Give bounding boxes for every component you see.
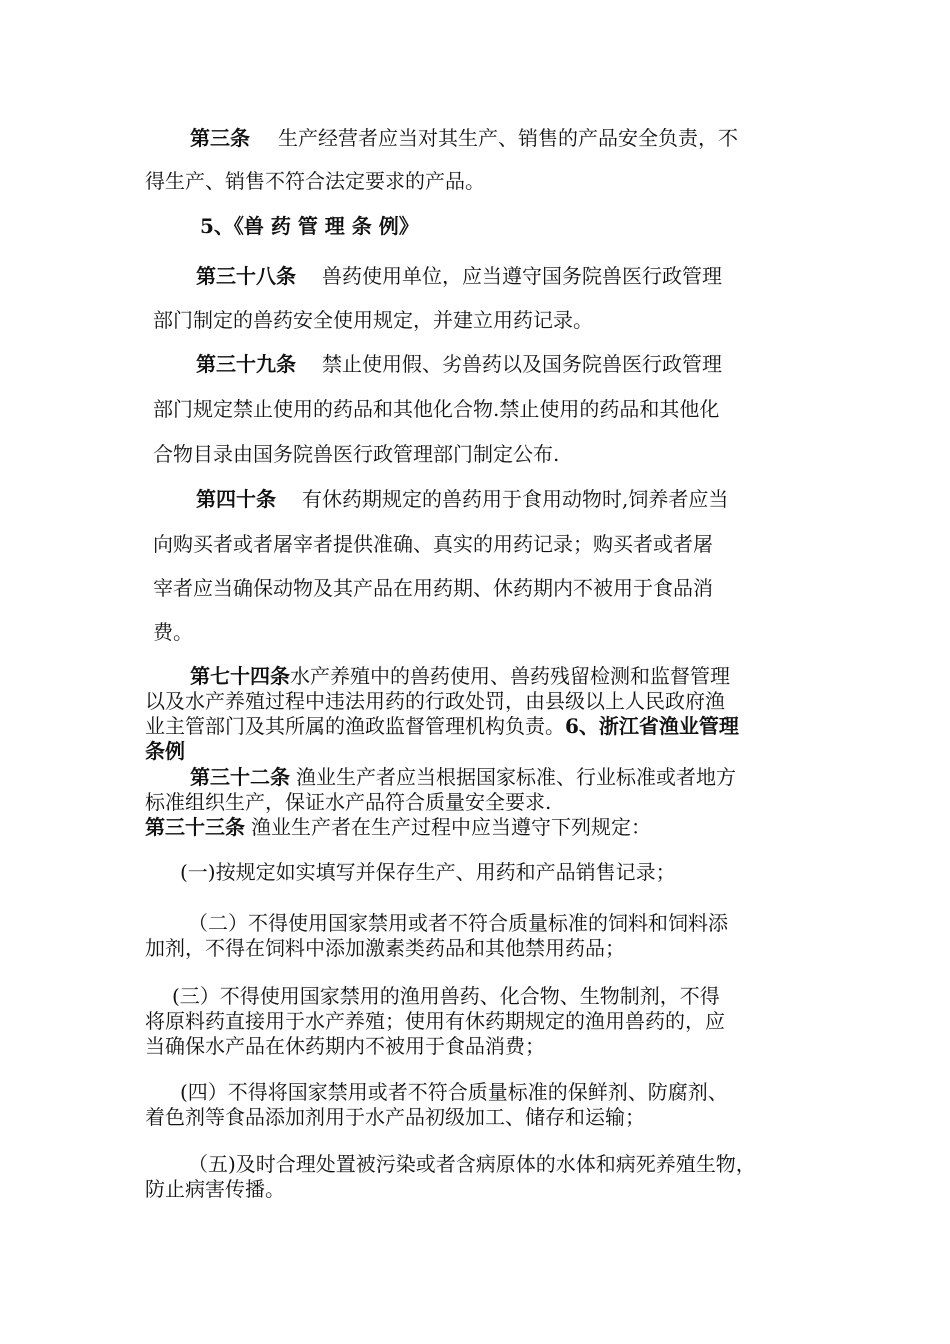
item-4-line-1: (四）不得将国家禁用或者不符合质量标准的保鲜剂、防腐剂、 xyxy=(180,1080,728,1104)
article-3-title: 第三条 xyxy=(190,126,250,150)
item-3-line-2: 将原料药直接用于水产养殖；使用有休药期规定的渔用兽药的，应 xyxy=(145,1009,725,1033)
article-40-line-2: 向购买者或者屠宰者提供准确、真实的用药记录；购买者或者屠 xyxy=(153,532,713,556)
article-33-line-1 xyxy=(145,817,651,837)
item-2-line-1: （二）不得使用国家禁用或者不符合质量标准的饲料和饲料添 xyxy=(188,911,728,935)
article-39-line-1 xyxy=(196,354,722,374)
article-32-line-2: 标准组织生产，保证水产品符合质量安全要求. xyxy=(145,790,552,814)
article-39-title: 第三十九条 xyxy=(196,352,296,376)
article-32-line-1 xyxy=(190,767,736,787)
section-6-heading-part-1: 6、浙江省渔业管理 xyxy=(565,714,739,738)
article-40-line-3: 宰者应当确保动物及其产品在用药期、休药期内不被用于食品消 xyxy=(153,576,713,600)
section-5-heading: 5、《兽 药 管 理 条 例》 xyxy=(200,214,419,238)
article-39-line-2: 部门规定禁止使用的药品和其他化合物.禁止使用的药品和其他化 xyxy=(153,397,720,421)
section-6-heading-part-2: 条例 xyxy=(145,739,185,763)
article-3-text-1: 生产经营者应当对其生产、销售的产品安全负责，不 xyxy=(278,126,738,150)
item-2-line-2: 加剂，不得在饲料中添加激素类药品和其他禁用药品； xyxy=(145,936,625,960)
article-32-title: 第三十二条 xyxy=(190,765,290,789)
article-39-line-3: 合物目录由国务院兽医行政管理部门制定公布. xyxy=(153,442,560,466)
article-74-text-1: 水产养殖中的兽药使用、兽药残留检测和监督管理 xyxy=(290,664,730,688)
article-40-line-4: 费。 xyxy=(153,620,193,644)
article-32-text-1: 渔业生产者应当根据国家标准、行业标准或者地方 xyxy=(296,765,736,789)
item-5-line-2: 防止病害传播。 xyxy=(145,1177,285,1201)
item-4-line-2: 着色剂等食品添加剂用于水产品初级加工、储存和运输； xyxy=(145,1105,645,1129)
article-74-line-1 xyxy=(190,666,730,686)
item-3-line-1: (三）不得使用国家禁用的渔用兽药、化合物、生物制剂，不得 xyxy=(172,984,720,1008)
article-74-title: 第七十四条 xyxy=(190,664,290,688)
article-40-line-1 xyxy=(196,489,728,509)
article-38-line-1 xyxy=(196,266,722,286)
article-40-text-1: 有休药期规定的兽药用于食用动物时,饲养者应当 xyxy=(302,487,729,511)
article-38-title: 第三十八条 xyxy=(196,264,296,288)
article-33-text-1: 渔业生产者在生产过程中应当遵守下列规定： xyxy=(251,815,651,839)
article-38-line-2: 部门制定的兽药安全使用规定，并建立用药记录。 xyxy=(153,308,593,332)
article-74-line-2: 以及水产养殖过程中违法用药的行政处罚，由县级以上人民政府渔 xyxy=(145,689,725,713)
article-74-line-3 xyxy=(145,716,739,736)
item-3-line-3: 当确保水产品在休药期内不被用于食品消费； xyxy=(145,1034,545,1058)
article-3-line-2: 得生产、销售不符合法定要求的产品。 xyxy=(145,169,485,193)
article-33-title: 第三十三条 xyxy=(145,815,245,839)
article-40-title: 第四十条 xyxy=(196,487,276,511)
article-74-text-3: 业主管部门及其所属的渔政监督管理机构负责。 xyxy=(145,714,565,738)
article-38-text-1: 兽药使用单位，应当遵守国务院兽医行政管理 xyxy=(322,264,722,288)
article-3-line-1 xyxy=(190,128,738,148)
item-5-line-1: （五)及时合理处置被污染或者含病原体的水体和病死养殖生物， xyxy=(188,1152,756,1176)
article-39-text-1: 禁止使用假、劣兽药以及国务院兽医行政管理 xyxy=(322,352,722,376)
item-1-line-1: (一)按规定如实填写并保存生产、用药和产品销售记录； xyxy=(180,860,676,884)
